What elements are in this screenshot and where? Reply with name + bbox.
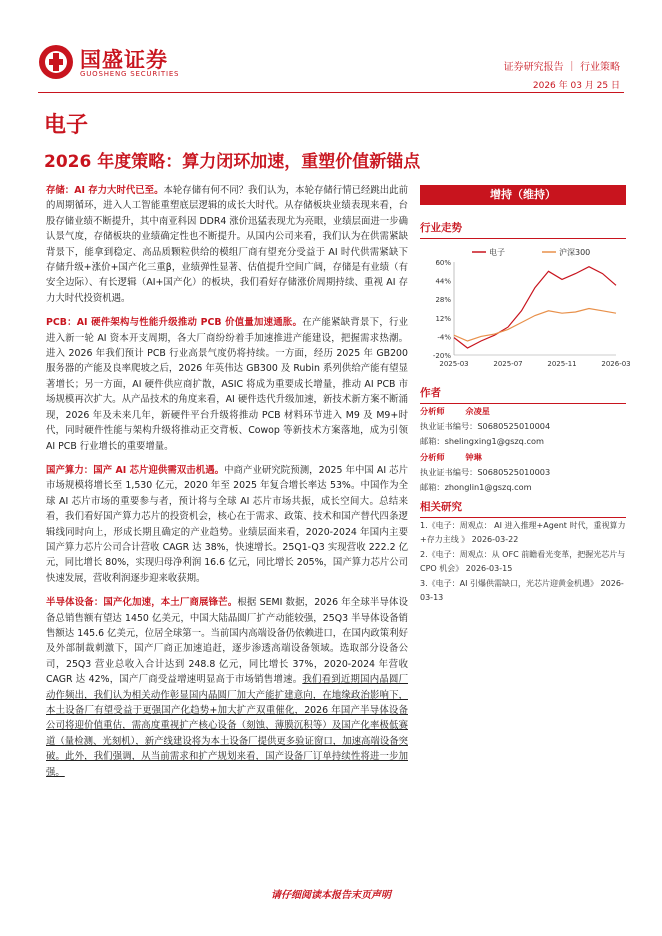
report-date: 2026 年 03 月 25 日 [532,81,620,91]
y-tick-label: 12% [435,314,451,323]
author-license: 执业证书编号：S0680525010003 [420,467,551,477]
series-line-csi300 [454,309,616,342]
paragraph-pcb [46,315,408,454]
paragraph-lead: 存储：AI 存力大时代已至。 [46,185,164,196]
report-type: 证券研究报告 ｜ 行业策略 [503,62,620,73]
paragraph-semi-equipment [46,595,408,780]
main-body [46,183,408,789]
author-name: 钟琳 [465,452,482,462]
y-tick-label: 28% [435,296,451,305]
author-email[interactable]: 邮箱：shelingxing1@gszq.com [420,436,544,446]
authors-heading: 作者 [420,385,626,404]
author-license: 执业证书编号：S0680525010004 [420,421,551,431]
x-tick-label: 2025-07 [493,360,523,368]
y-tick-label: -4% [437,333,451,342]
legend-label: 电子 [489,248,505,257]
author-email[interactable]: 邮箱：zhonglin1@gszq.com [420,482,532,492]
related-report-item[interactable]: 1.《电子：周观点： AI 进入推理+Agent 时代，重视算力+存力主线 》 2026-03-22 [420,521,626,544]
rating-badge: 增持（维持） [420,185,626,205]
y-tick-label: -20% [432,352,451,360]
x-tick-label: 2025-11 [547,360,577,368]
series-line-electronics [454,267,616,348]
industry-trend-chart [420,240,631,375]
trend-heading: 行业走势 [420,220,626,239]
paragraph-text: 中商产业研究院预测，2025 年中国 AI 芯片市场规模将增长至 1,530 亿元，2020 年至 2025 年复合增长率达 53%。中国作为全球 AI 芯片市场的重要参与者，预计将与全球 AI 芯片市场共振，成长空间大。总结来看，我们看好国产算力芯片的投资机会，核心在于需求、政策、技术和国产替代四条逻辑线同时向上，形成长期且确定的产业趋势。业绩层面来看，2020-2024 年国内主要国产算力芯片公司合计营收 CAGR 达 38%，快速增长。25Q1-Q3 实现营收 222.2 亿元，同比增长 80%，实现归母净利润 16.6 亿元，同比增长 205%，国产算力芯片公司快速发展，营收利润逐步迎来收获期。 [46,464,408,584]
y-tick-label: 44% [435,277,451,286]
paragraph-lead: 国产算力：国产 AI 芯片迎供需双击机遇。 [46,464,225,476]
paragraph-text: 本轮存储有何不同？我们认为，本轮存储行情已经跳出此前的周期循环，进入人工智能重塑底层逻辑的成长大时代。从存储板块业绩表现来看，台股存储业绩不断提升，其中南亚科因 DDR4 涨价迅猛表现尤为亮眼，业绩层面进一步确认景气度，存储板块的业绩确定性也不断提升。从国内公司来看，我们认为在供需紧缺背景下，能拿到稳定、高品质颗粒供给的模组厂商有望充分受益于 AI 时代供需紧缺下存储升级+涨价+国产化三重β，业绩弹性显著、估值提升空间广阔，存储是有业绩（有安全边际）、有长逻辑（AI+国产化）的板块，我们看好存储涨价周期持续、重视 AI 存力大时代投资机遇。 [46,185,408,304]
related-report-item[interactable]: 3.《电子：AI 引爆供需缺口，光芯片迎黄金机遇》 2026-03-13 [420,579,624,602]
paragraph-domestic-compute [46,463,408,586]
paragraph-text: 在产能紧缺背景下，行业进入新一轮 AI 资本开支周期，各大厂商纷纷着手加速推进产能建设，把握需求热潮。进入 2026 年我们预计 PCB 行业高景气度仍将持续。一方面，经历 2025 年 GB200 服务器的产能及良率爬坡之后，2026 年英伟达 GB300 及 Rubin 系列供给产能有望显著增长；另一方面，AI 硬件供应商扩散，ASIC 将成为重要成长增量，推动 AI PCB 市场规模再次扩大。从产品技术的角度来看，AI 硬件迭代升级加速，新技术新方案不断涌现，2026 年及未来几年，新硬件平台升级将推动 PCB 材料环节进入 M9 及 M9+时代，同时硬件性能与架构升级将推动正交背板、Cowop 等新技术方案落地，成为引领 AI PCB 行业增长的重要增量。 [46,317,408,452]
paragraph-lead: 半导体设备：国产化加速，本土厂商展锋芒。 [46,597,238,609]
related-report-item[interactable]: 2.《电子：周观点：从 OFC 前瞻看光变革，把握光芯片与 CPO 机会》 2026-03-15 [420,550,626,573]
author-role: 分析师 [420,406,445,416]
author-name: 佘凌星 [465,406,490,416]
footer-disclaimer: 请仔细阅读本报告末页声明 [271,890,391,901]
y-tick-label: 60% [435,259,451,267]
related-research-heading: 相关研究 [420,499,626,518]
paragraph-lead: PCB：AI 硬件架构与性能升级推动 PCB 价值量加速通胀。 [46,317,303,329]
sector-label: 电子 [44,113,89,138]
author-role: 分析师 [420,452,445,462]
x-tick-label: 2026-03 [601,360,631,368]
author-2-line [420,452,482,463]
author-1-line [420,406,490,417]
company-name-en: GUOSHENG SECURITIES [80,70,180,78]
paragraph-text: 根据 SEMI 数据，2026 年全球半导体设备总销售额有望达 1450 亿美元，中国大陆晶圆厂扩产动能较强，25Q3 半导体设备销售额达 145.6 亿美元，位居全球第一。当前国内高端设备仍依赖进口，在国内政策利好及外部制裁刺激下，国产厂商正加速追赶，逐步渗透高端设备领域。选取部分设备公司，25Q3 营业总收入合计达到 248.8 亿元，同比增长 37%，2020-2024 年营收 CAGR 达 42%，国产厂商受益增速明显高于市场销售增速。 [46,597,408,686]
company-logo-icon [38,44,74,80]
paragraph-underlined-text: 我们看到近期国内晶圆厂动作频出，我们认为相关动作彰显国内晶圆厂加大产能扩建意向，在地缘政治影响下，本土设备厂有望受益于更强国产化趋势+加大扩产双重催化，2026 年国产半导体设备公司将迎价值重估，需高度重视扩产核心设备（刻蚀、薄膜沉积等）及国产化率极低赛道（量检测、光刻机），新产线建设将为本土设备厂提供更多验证窗口，加速高端设备突破。此外，我们强调，从当前需求和扩产规划来看，国产设备厂订单持续性将进一步加强。 [46,674,408,778]
report-title: 2026 年度策略：算力闭环加速，重塑价值新锚点 [44,152,421,172]
header-divider [38,92,624,93]
company-name-cn: 国盛证券 [80,48,168,72]
paragraph-storage [46,183,408,306]
legend-label: 沪深300 [559,248,591,257]
x-tick-label: 2025-03 [439,360,469,368]
